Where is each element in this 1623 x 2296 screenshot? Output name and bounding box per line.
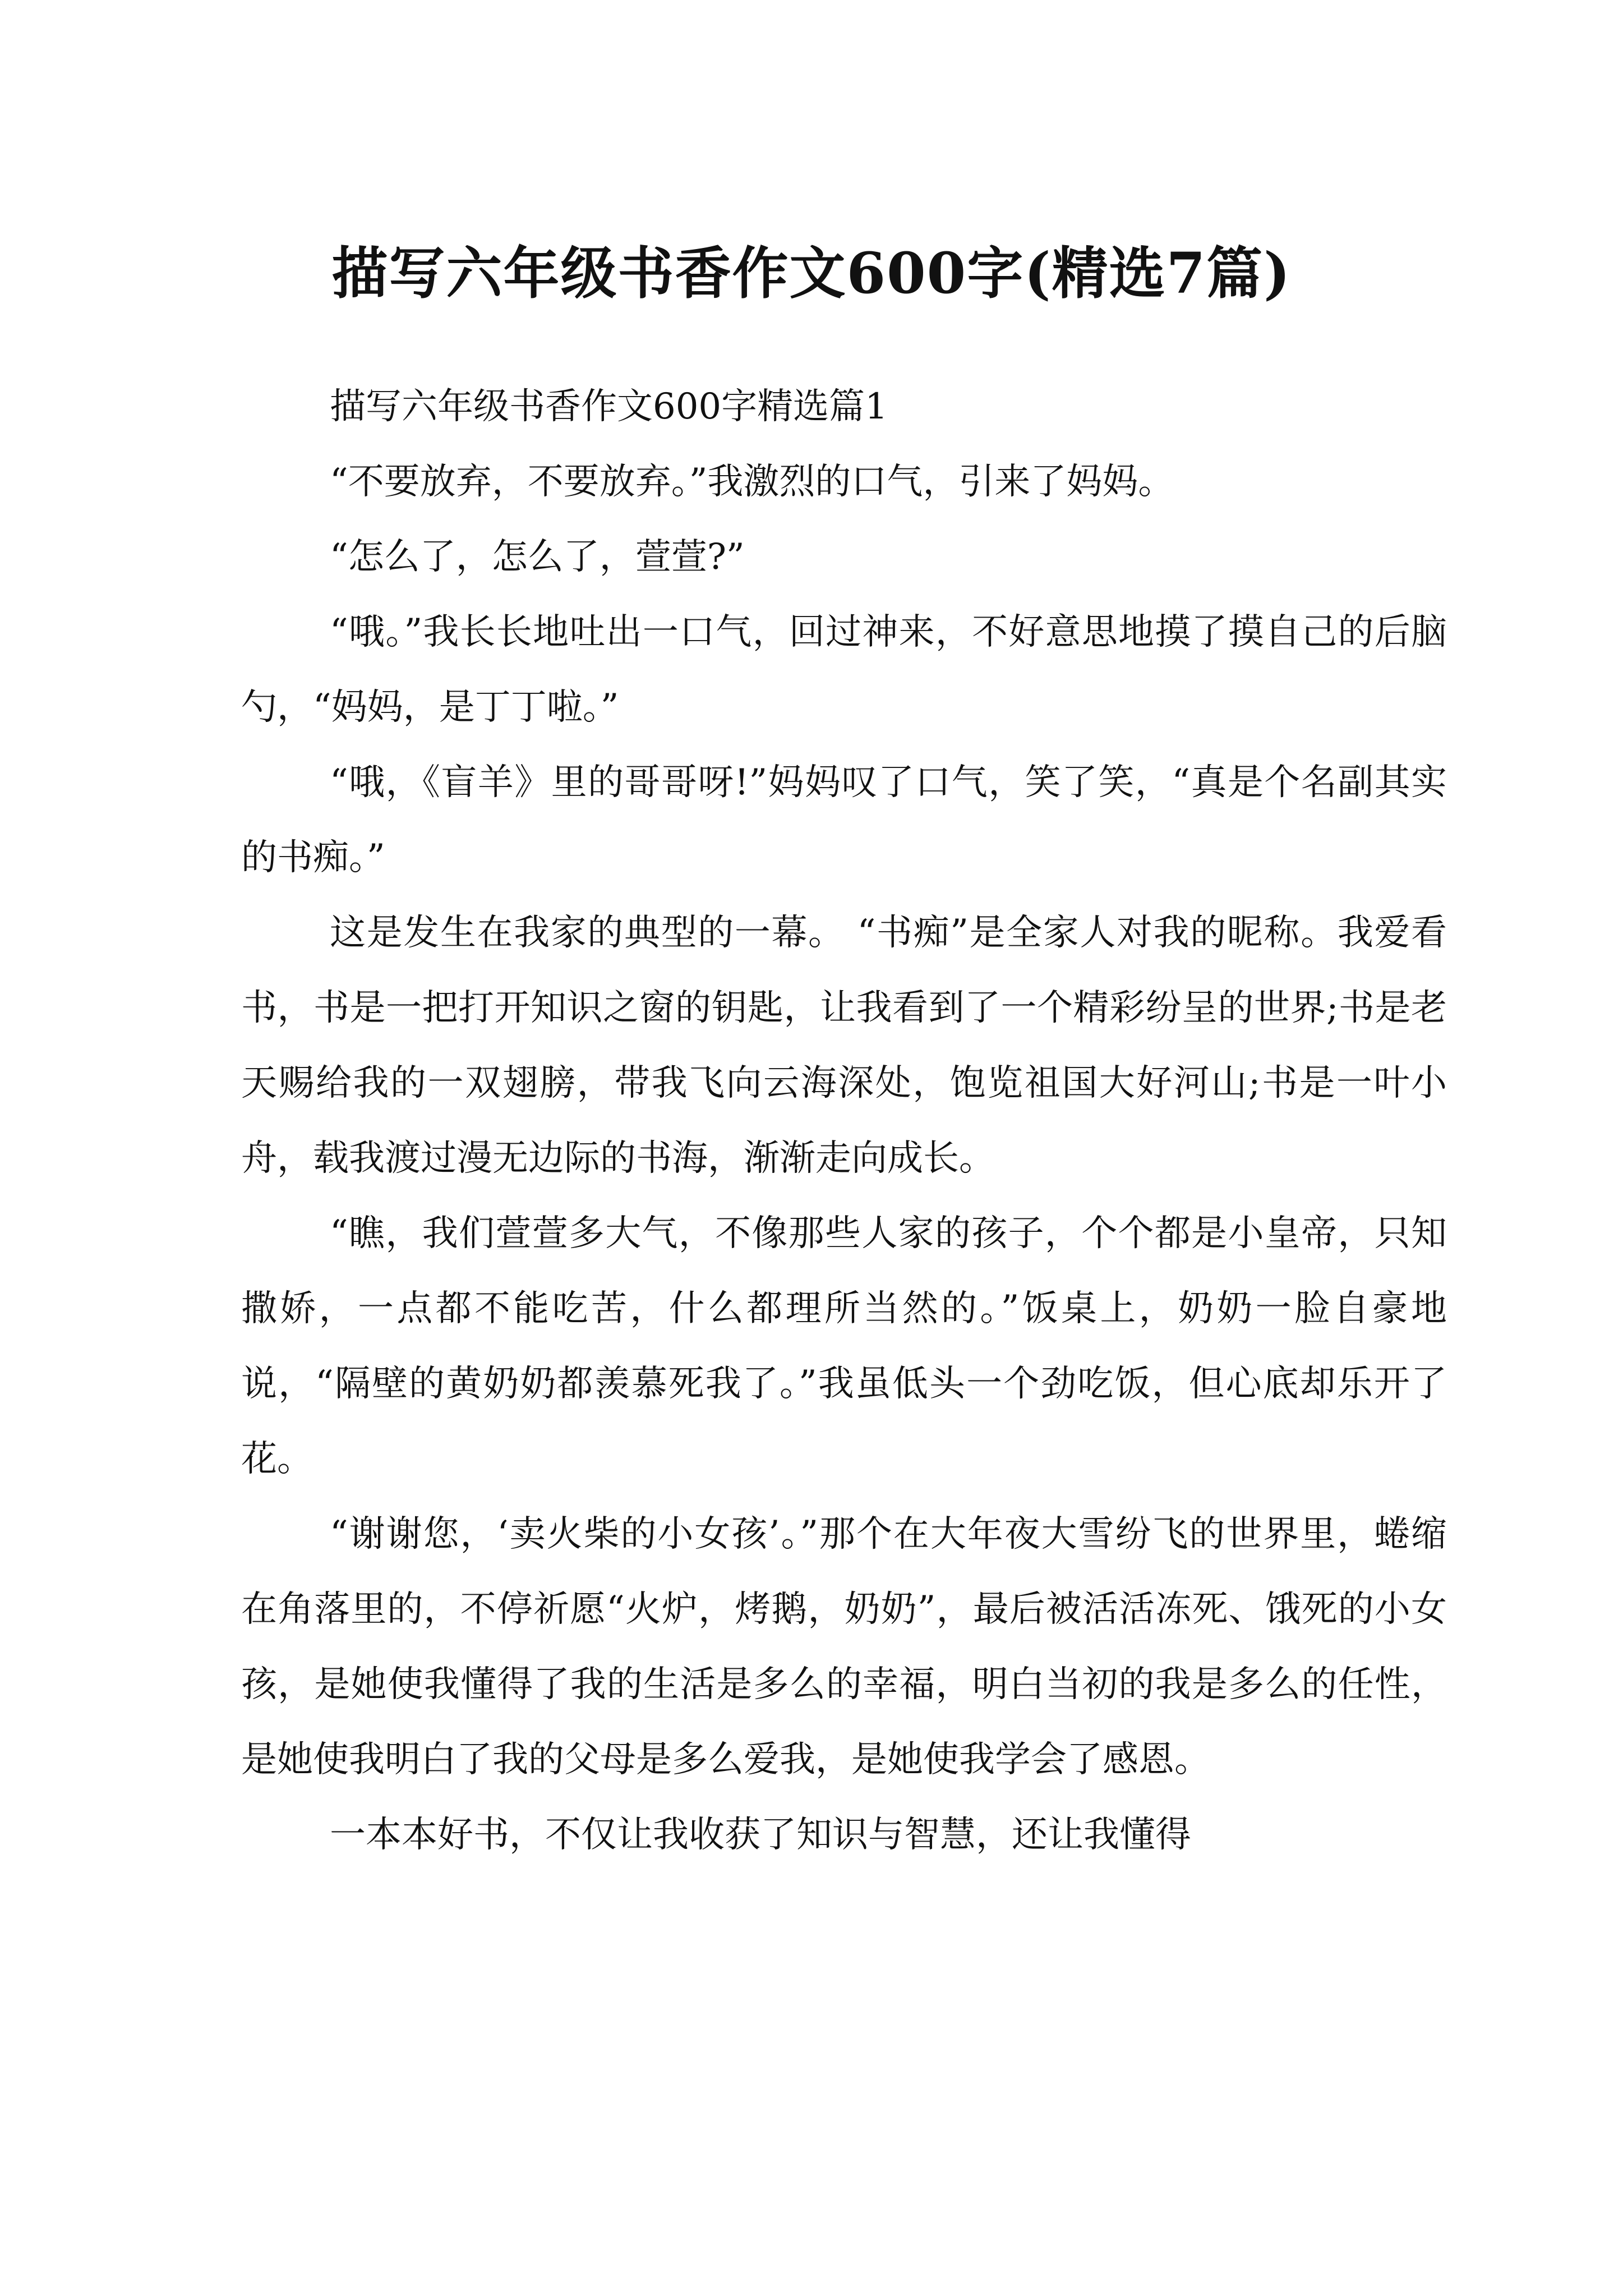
paragraph: “谢谢您，‘卖火柴的小女孩’。”那个在大年夜大雪纷飞的世界里，蜷缩在角落里的，不停祈愿“火炉，烤鹅，奶奶”，最后被活活冻死、饿死的小女孩，是她使我懂得了我的生活是多么的幸福，明白当初的我是多么的任性，是她使我明白了我的父母是多么爱我，是她使我学会了感恩。 [241, 1513, 1447, 1780]
paragraph: 这是发生在我家的典型的一幕。 “书痴”是全家人对我的昵称。我爱看书，书是一把打开知识之窗的钥匙，让我看到了一个精彩纷呈的世界;书是老天赐给我的一双翅膀，带我飞向云海深处，饱览祖国大好河山;书是一叶小舟，载我渡过漫无边际的书海，渐渐走向成长。 [241, 912, 1447, 1179]
paragraph: “不要放弃，不要放弃。”我激烈的口气，引来了妈妈。 [330, 461, 1174, 503]
paragraph: 一本本好书，不仅让我收获了知识与智慧，还让我懂得 [330, 1814, 1191, 1856]
paragraph: “哦，《盲羊》里的哥哥呀!”妈妈叹了口气，笑了笑，“真是个名副其实的书痴。” [241, 762, 1447, 878]
document-body [241, 369, 1447, 1872]
document-title: 描写六年级书香作文600字(精选7篇) [331, 240, 1292, 306]
section-heading: 描写六年级书香作文600字精选篇1 [330, 386, 888, 427]
paragraph: “怎么了，怎么了，萱萱?” [330, 536, 745, 578]
paragraph: “哦。”我长长地吐出一口气，回过神来，不好意思地摸了摸自己的后脑勺，“妈妈，是丁丁啦。” [241, 611, 1447, 728]
paragraph: “瞧，我们萱萱多大气，不像那些人家的孩子，个个都是小皇帝，只知撒娇，一点都不能吃苦，什么都理所当然的。”饭桌上，奶奶一脸自豪地说，“隔壁的黄奶奶都羡慕死我了。”我虽低头一个劲吃饭，但心底却乐开了花。 [241, 1213, 1447, 1480]
